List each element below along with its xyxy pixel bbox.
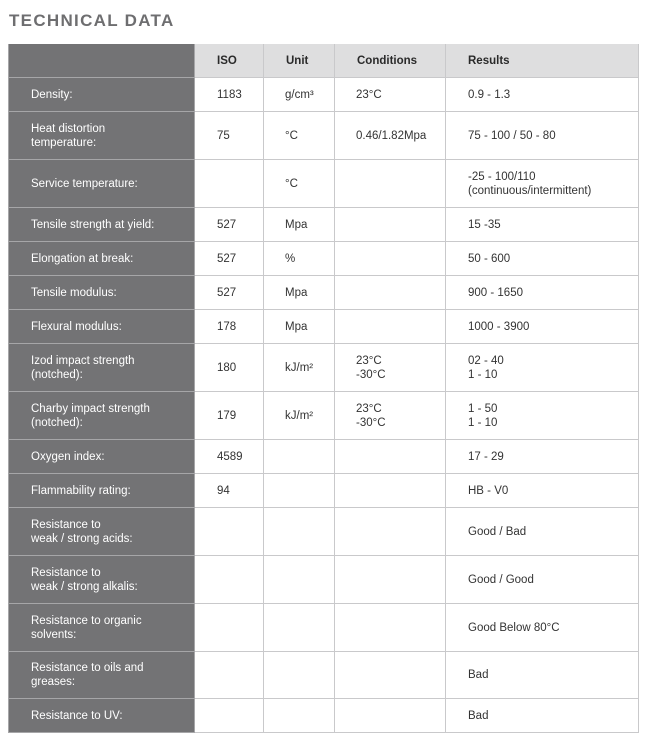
unit-value xyxy=(264,604,335,652)
page-title: TECHNICAL DATA xyxy=(9,11,175,30)
results-value: HB - V0 xyxy=(446,474,639,508)
property-label: Density: xyxy=(9,78,195,112)
results-value: Bad xyxy=(446,652,639,699)
table-row xyxy=(9,310,639,344)
header-property xyxy=(9,44,195,78)
iso-value xyxy=(195,652,264,699)
property-label: Heat distortion temperature: xyxy=(9,112,195,160)
results-value: 0.9 - 1.3 xyxy=(446,78,639,112)
iso-value: 179 xyxy=(195,392,264,440)
iso-value xyxy=(195,556,264,604)
conditions-value: 0.46/1.82Mpa xyxy=(335,112,446,160)
unit-value: g/cm³ xyxy=(264,78,335,112)
conditions-value xyxy=(335,208,446,242)
conditions-value xyxy=(335,276,446,310)
property-label: Flexural modulus: xyxy=(9,310,195,344)
property-label: Charby impact strength (notched): xyxy=(9,392,195,440)
table-row xyxy=(9,440,639,474)
header-conditions: Conditions xyxy=(335,44,446,78)
unit-value: kJ/m² xyxy=(264,344,335,392)
iso-value: 180 xyxy=(195,344,264,392)
results-value: Good Below 80°C xyxy=(446,604,639,652)
unit-value: kJ/m² xyxy=(264,392,335,440)
conditions-value xyxy=(335,699,446,733)
conditions-value: 23°C -30°C xyxy=(335,344,446,392)
property-label: Elongation at break: xyxy=(9,242,195,276)
conditions-value xyxy=(335,556,446,604)
table-row xyxy=(9,392,639,440)
table-row xyxy=(9,699,639,733)
conditions-value xyxy=(335,652,446,699)
conditions-value: 23°C -30°C xyxy=(335,392,446,440)
results-value: 15 -35 xyxy=(446,208,639,242)
property-label: Resistance to weak / strong acids: xyxy=(9,508,195,556)
unit-value: Mpa xyxy=(264,276,335,310)
iso-value: 94 xyxy=(195,474,264,508)
unit-value: Mpa xyxy=(264,310,335,344)
results-value: 1 - 50 1 - 10 xyxy=(446,392,639,440)
results-value: 1000 - 3900 xyxy=(446,310,639,344)
iso-value: 178 xyxy=(195,310,264,344)
table-row xyxy=(9,652,639,699)
header-results: Results xyxy=(446,44,639,78)
iso-value: 527 xyxy=(195,208,264,242)
iso-value: 75 xyxy=(195,112,264,160)
iso-value xyxy=(195,160,264,208)
conditions-value xyxy=(335,508,446,556)
conditions-value: 23°C xyxy=(335,78,446,112)
iso-value: 527 xyxy=(195,276,264,310)
property-label: Resistance to oils and greases: xyxy=(9,652,195,699)
table-row xyxy=(9,474,639,508)
table-row xyxy=(9,276,639,310)
property-label: Izod impact strength (notched): xyxy=(9,344,195,392)
unit-value xyxy=(264,699,335,733)
unit-value xyxy=(264,508,335,556)
results-value: Good / Bad xyxy=(446,508,639,556)
unit-value xyxy=(264,440,335,474)
iso-value: 527 xyxy=(195,242,264,276)
property-label: Tensile strength at yield: xyxy=(9,208,195,242)
table-row xyxy=(9,242,639,276)
results-value: 75 - 100 / 50 - 80 xyxy=(446,112,639,160)
unit-value xyxy=(264,652,335,699)
results-value: Bad xyxy=(446,699,639,733)
table-row xyxy=(9,344,639,392)
unit-value: % xyxy=(264,242,335,276)
table-row xyxy=(9,604,639,652)
property-label: Flammability rating: xyxy=(9,474,195,508)
property-label: Oxygen index: xyxy=(9,440,195,474)
property-label: Service temperature: xyxy=(9,160,195,208)
iso-value: 4589 xyxy=(195,440,264,474)
results-value: 02 - 40 1 - 10 xyxy=(446,344,639,392)
results-value: -25 - 100/110 (continuous/intermittent) xyxy=(446,160,639,208)
header-iso: ISO xyxy=(195,44,264,78)
table-row xyxy=(9,112,639,160)
iso-value xyxy=(195,508,264,556)
iso-value: 1183 xyxy=(195,78,264,112)
conditions-value xyxy=(335,474,446,508)
property-label: Tensile modulus: xyxy=(9,276,195,310)
table-header-row xyxy=(9,44,639,78)
header-unit: Unit xyxy=(264,44,335,78)
conditions-value xyxy=(335,440,446,474)
table-row xyxy=(9,78,639,112)
unit-value xyxy=(264,474,335,508)
property-label: Resistance to weak / strong alkalis: xyxy=(9,556,195,604)
property-label: Resistance to organic solvents: xyxy=(9,604,195,652)
unit-value: °C xyxy=(264,160,335,208)
unit-value: Mpa xyxy=(264,208,335,242)
unit-value xyxy=(264,556,335,604)
results-value: 17 - 29 xyxy=(446,440,639,474)
conditions-value xyxy=(335,242,446,276)
table-row xyxy=(9,160,639,208)
conditions-value xyxy=(335,160,446,208)
iso-value xyxy=(195,699,264,733)
table-row xyxy=(9,208,639,242)
unit-value: °C xyxy=(264,112,335,160)
table-row xyxy=(9,556,639,604)
property-label: Resistance to UV: xyxy=(9,699,195,733)
conditions-value xyxy=(335,310,446,344)
results-value: 900 - 1650 xyxy=(446,276,639,310)
technical-data-table xyxy=(8,44,639,733)
results-value: 50 - 600 xyxy=(446,242,639,276)
conditions-value xyxy=(335,604,446,652)
table-row xyxy=(9,508,639,556)
iso-value xyxy=(195,604,264,652)
results-value: Good / Good xyxy=(446,556,639,604)
